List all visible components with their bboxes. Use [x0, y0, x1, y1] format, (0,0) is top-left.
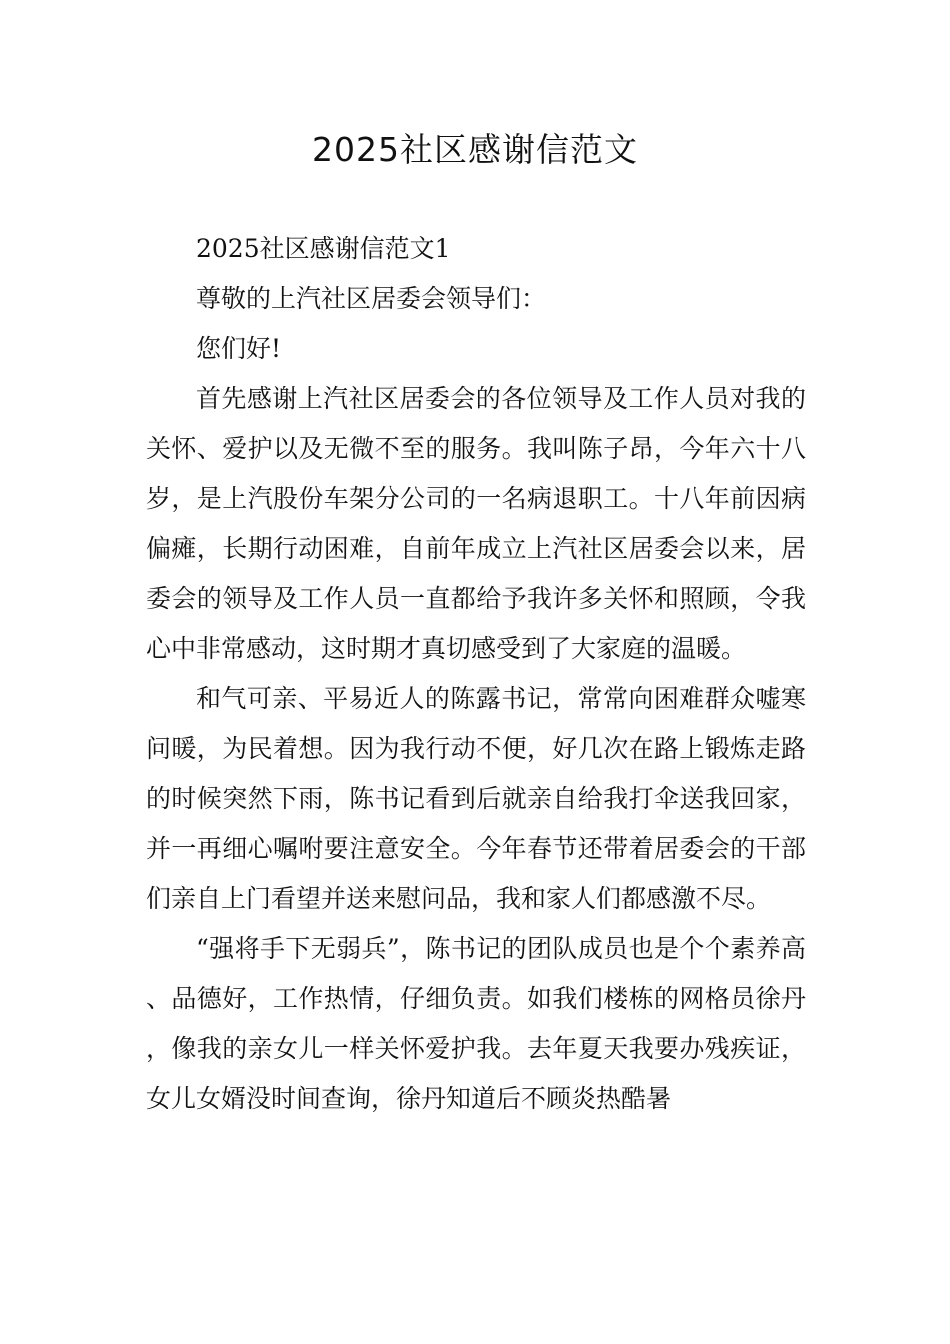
document-body: [146, 224, 806, 1124]
section-heading: 2025社区感谢信范文1: [196, 234, 451, 263]
body-paragraph: “强将手下无弱兵”，陈书记的团队成员也是个个素养高、品德好，工作热情，仔细负责。如我们楼栋的网格员徐丹，像我的亲女儿一样关怀爱护我。去年夏天我要办残疾证，女儿女婿没时间查询，徐丹知道后不顾炎热酷暑: [146, 934, 806, 1113]
document-title: 2025社区感谢信范文: [312, 130, 638, 169]
body-paragraph: 和气可亲、平易近人的陈露书记，常常向困难群众嘘寒问暖，为民着想。因为我行动不便，好几次在路上锻炼走路的时候突然下雨，陈书记看到后就亲自给我打伞送我回家，并一再细心嘱咐要注意安全。今年春节还带着居委会的干部们亲自上门看望并送来慰问品，我和家人们都感激不尽。: [146, 684, 806, 913]
body-paragraph: 首先感谢上汽社区居委会的各位领导及工作人员对我的关怀、爱护以及无微不至的服务。我叫陈子昂，今年六十八岁，是上汽股份车架分公司的一名病退职工。十八年前因病偏瘫，长期行动困难，自前年成立上汽社区居委会以来，居委会的领导及工作人员一直都给予我许多关怀和照顾，令我心中非常感动，这时期才真切感受到了大家庭的温暖。: [146, 384, 806, 663]
salutation: 尊敬的上汽社区居委会领导们：: [196, 284, 547, 313]
greeting: 您们好!: [196, 334, 282, 363]
